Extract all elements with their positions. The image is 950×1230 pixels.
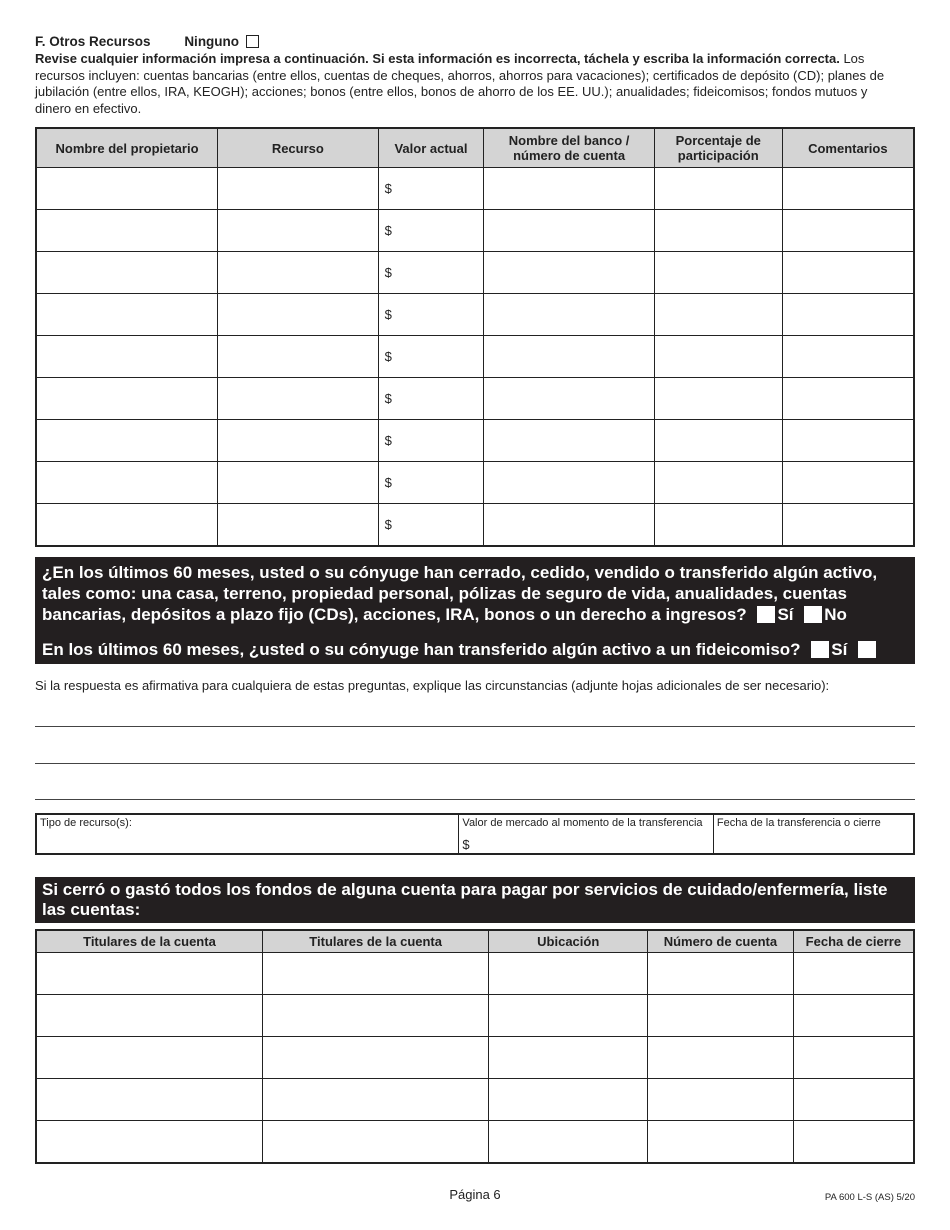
resource-type-label: Tipo de recurso(s): — [40, 817, 132, 829]
question-2-text: En los últimos 60 meses, ¿usted o su cónyuge han transferido algún activo a un fideicomiso? — [42, 640, 801, 659]
closed-account-row — [36, 995, 914, 1037]
transfer-date-field[interactable] — [713, 814, 914, 854]
asset-cell[interactable] — [654, 210, 782, 252]
closed-account-cell[interactable] — [793, 995, 914, 1037]
closed-header-row — [36, 930, 914, 953]
asset-cell[interactable] — [484, 462, 655, 504]
instructions-text: Los recursos incluyen: cuentas bancarias (entre ellos, cuentas de cheques, ahorros, ahorros para vacaciones); certificados de depósito (CD); planes de jubilación (entre ellos, IRA, KEOGH); acciones; bonos (entre ellos, bonos de ahorro de los EE. UU.); anualidades; fideicomisos; fondos mutuos y dinero en efectivo. — [35, 51, 885, 116]
closed-account-cell[interactable] — [793, 1079, 914, 1121]
none-label: Ninguno — [184, 34, 240, 49]
closed-account-row — [36, 1079, 914, 1121]
asset-row — [36, 168, 914, 210]
transfer-details-table — [35, 813, 915, 855]
header-location: Ubicación — [489, 930, 648, 953]
asset-cell[interactable] — [218, 252, 379, 294]
closed-account-cell[interactable] — [262, 1121, 488, 1164]
closed-account-row — [36, 1121, 914, 1164]
asset-cell[interactable] — [378, 210, 484, 252]
closed-account-cell[interactable] — [36, 995, 262, 1037]
asset-cell[interactable] — [36, 210, 218, 252]
asset-cell[interactable] — [36, 462, 218, 504]
asset-cell[interactable] — [378, 420, 484, 462]
q1-no-label: No — [824, 605, 847, 624]
closed-account-row — [36, 1037, 914, 1079]
asset-cell[interactable] — [218, 336, 379, 378]
asset-cell[interactable] — [654, 252, 782, 294]
instructions — [35, 51, 905, 117]
asset-cell[interactable] — [654, 294, 782, 336]
asset-cell[interactable] — [782, 504, 914, 547]
asset-cell[interactable] — [378, 168, 484, 210]
asset-cell[interactable] — [36, 378, 218, 420]
currency-sign: $ — [384, 265, 392, 280]
asset-cell[interactable] — [484, 378, 655, 420]
asset-cell[interactable] — [654, 336, 782, 378]
question-2 — [42, 639, 908, 681]
market-value-field[interactable] — [459, 814, 713, 854]
header-owner-name: Nombre del propietario — [36, 128, 218, 168]
closed-account-cell[interactable] — [793, 1037, 914, 1079]
q1-yes-checkbox[interactable] — [757, 606, 775, 623]
closed-account-cell[interactable] — [36, 953, 262, 995]
closed-account-cell[interactable] — [36, 1121, 262, 1164]
closed-account-cell[interactable] — [262, 953, 488, 995]
asset-row — [36, 378, 914, 420]
form-code: PA 600 L-S (AS) 5/20 — [824, 1192, 915, 1203]
asset-cell[interactable] — [782, 420, 914, 462]
closed-account-cell[interactable] — [262, 1037, 488, 1079]
asset-row — [36, 210, 914, 252]
q2-yes-label: Sí — [831, 640, 848, 659]
closed-account-cell[interactable] — [489, 953, 648, 995]
asset-cell[interactable] — [36, 336, 218, 378]
asset-cell[interactable] — [218, 168, 379, 210]
asset-row — [36, 504, 914, 547]
asset-cell[interactable] — [484, 504, 655, 547]
q2-no-label: No — [42, 661, 65, 680]
header-account-holders-1: Titulares de la cuenta — [36, 930, 262, 953]
question-1 — [42, 562, 908, 625]
closed-account-cell[interactable] — [648, 1121, 794, 1164]
asset-cell[interactable] — [218, 420, 379, 462]
asset-cell[interactable] — [782, 294, 914, 336]
market-value-currency: $ — [462, 837, 470, 852]
header-current-value: Valor actual — [378, 128, 484, 168]
transfer-date-label: Fecha de la transferencia o cierre — [716, 817, 881, 829]
question-1-text: ¿En los últimos 60 meses, usted o su cónyuge han cerrado, cedido, vendido o transferido algún activo, tales como: una casa, terreno, propiedad personal, pólizas de seguro de vida, anualidades, cuentas bancarias, depósitos a plazo fijo (CDs), acciones, IRA, bonos o un derecho a ingresos? — [42, 563, 878, 624]
header-comments: Comentarios — [782, 128, 914, 168]
asset-cell[interactable] — [484, 210, 655, 252]
currency-sign: $ — [384, 307, 392, 322]
header-resource: Recurso — [218, 128, 379, 168]
explain-line-1[interactable] — [35, 726, 915, 727]
asset-cell[interactable] — [36, 504, 218, 547]
asset-cell[interactable] — [378, 252, 484, 294]
none-checkbox[interactable] — [246, 35, 259, 48]
asset-cell[interactable] — [654, 378, 782, 420]
asset-cell[interactable] — [218, 378, 379, 420]
asset-cell[interactable] — [484, 168, 655, 210]
asset-row — [36, 462, 914, 504]
asset-cell[interactable] — [36, 294, 218, 336]
closed-account-cell[interactable] — [489, 995, 648, 1037]
asset-cell[interactable] — [218, 210, 379, 252]
explain-instructions: Si la respuesta es afirmativa para cualquiera de estas preguntas, explique las circunstancias (adjunte hojas adicionales de ser necesario): — [35, 678, 830, 693]
asset-cell[interactable] — [218, 462, 379, 504]
closed-account-cell[interactable] — [793, 1121, 914, 1164]
closed-account-cell[interactable] — [262, 1079, 488, 1121]
section-title — [35, 34, 259, 49]
asset-cell[interactable] — [654, 420, 782, 462]
asset-cell[interactable] — [654, 462, 782, 504]
asset-cell[interactable] — [782, 462, 914, 504]
asset-cell[interactable] — [378, 504, 484, 547]
asset-cell[interactable] — [378, 294, 484, 336]
q1-yes-label: Sí — [777, 605, 794, 624]
explain-line-2[interactable] — [35, 763, 915, 764]
assets-table — [35, 127, 915, 547]
q1-no-checkbox[interactable] — [804, 606, 822, 623]
assets-header-row — [36, 128, 914, 168]
closed-account-cell[interactable] — [36, 1079, 262, 1121]
closed-account-cell[interactable] — [262, 995, 488, 1037]
asset-cell[interactable] — [654, 168, 782, 210]
closed-account-cell[interactable] — [648, 995, 794, 1037]
currency-sign: $ — [384, 349, 392, 364]
asset-cell[interactable] — [378, 336, 484, 378]
asset-cell[interactable] — [484, 252, 655, 294]
header-close-date: Fecha de cierre — [793, 930, 914, 953]
asset-cell[interactable] — [218, 294, 379, 336]
currency-sign: $ — [384, 475, 392, 490]
resource-type-field[interactable] — [36, 814, 459, 854]
asset-cell[interactable] — [378, 378, 484, 420]
section-title-text: F. Otros Recursos — [35, 34, 151, 49]
asset-cell[interactable] — [782, 210, 914, 252]
closed-account-row — [36, 953, 914, 995]
asset-cell[interactable] — [36, 420, 218, 462]
asset-cell[interactable] — [484, 336, 655, 378]
closed-accounts-heading-text: Si cerró o gastó todos los fondos de alguna cuenta para pagar por servicios de cuidado/enfermería, liste las cuentas: — [42, 880, 888, 919]
asset-cell[interactable] — [484, 294, 655, 336]
closed-account-cell[interactable] — [489, 1121, 648, 1164]
currency-sign: $ — [384, 223, 392, 238]
header-ownership-percent: Porcentaje de participación — [654, 128, 782, 168]
asset-row — [36, 252, 914, 294]
closed-account-cell[interactable] — [793, 953, 914, 995]
currency-sign: $ — [384, 433, 392, 448]
transfer-questions-box — [35, 557, 915, 680]
header-account-number: Número de cuenta — [648, 930, 794, 953]
asset-cell[interactable] — [782, 168, 914, 210]
closed-accounts-heading — [35, 877, 915, 923]
closed-account-cell[interactable] — [36, 1037, 262, 1079]
asset-cell[interactable] — [378, 462, 484, 504]
q2-yes-checkbox[interactable] — [811, 641, 829, 658]
currency-sign: $ — [384, 391, 392, 406]
asset-cell[interactable] — [218, 504, 379, 547]
asset-cell[interactable] — [782, 252, 914, 294]
currency-sign: $ — [384, 517, 392, 532]
market-value-label: Valor de mercado al momento de la transferencia — [462, 817, 703, 829]
closed-account-cell[interactable] — [648, 953, 794, 995]
explain-line-3[interactable] — [35, 799, 915, 800]
header-account-holders-2: Titulares de la cuenta — [262, 930, 488, 953]
q2-no-checkbox[interactable] — [858, 641, 876, 658]
asset-cell[interactable] — [484, 420, 655, 462]
header-bank-account: Nombre del banco / número de cuenta — [484, 128, 655, 168]
asset-cell[interactable] — [782, 378, 914, 420]
closed-account-cell[interactable] — [648, 1079, 794, 1121]
closed-accounts-table — [35, 929, 915, 1164]
closed-account-cell[interactable] — [489, 1037, 648, 1079]
asset-row — [36, 336, 914, 378]
asset-cell[interactable] — [36, 168, 218, 210]
closed-account-cell[interactable] — [648, 1037, 794, 1079]
asset-row — [36, 420, 914, 462]
page-number: Página 6 — [449, 1187, 501, 1202]
currency-sign: $ — [384, 181, 392, 196]
asset-cell[interactable] — [782, 336, 914, 378]
asset-cell[interactable] — [654, 504, 782, 547]
asset-row — [36, 294, 914, 336]
closed-account-cell[interactable] — [489, 1079, 648, 1121]
instructions-bold: Revise cualquier información impresa a continuación. Si esta información es incorrecta, táchela y escriba la información correcta. — [35, 51, 840, 66]
asset-cell[interactable] — [36, 252, 218, 294]
